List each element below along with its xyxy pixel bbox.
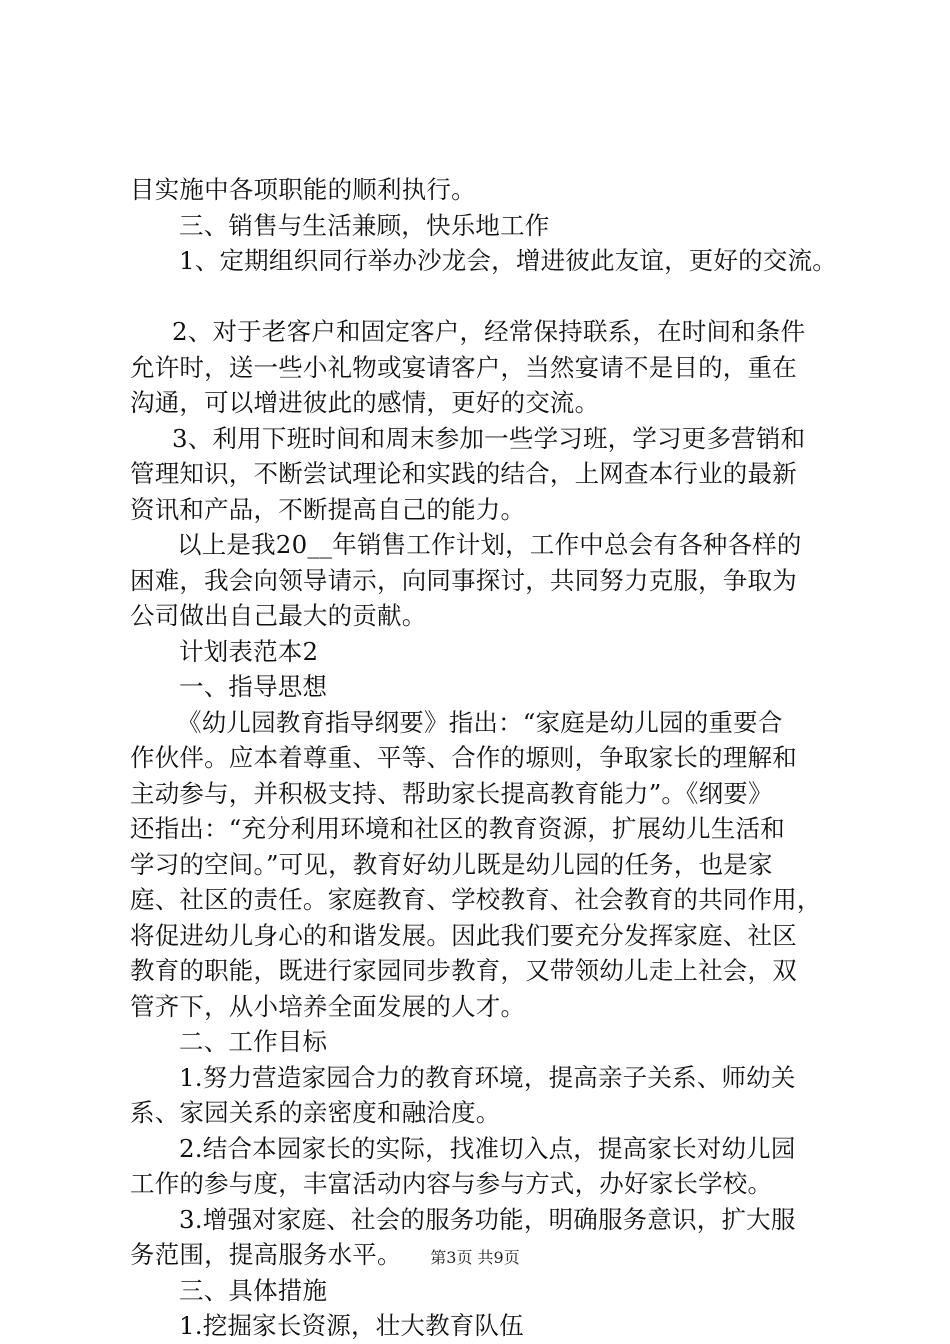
paragraph-line: 1.努力营造家园合力的教育环境，提高亲子关系、师幼关 [179, 1062, 796, 1092]
paragraph-line: 1、定期组织同行举办沙龙会，增进彼此友谊，更好的交流。 [179, 246, 837, 275]
paragraph-line: 主动参与，并积极支持、帮助家长提高教育能力”。《纲要》 [130, 778, 773, 808]
paragraph-line: 资讯和产品，不断提高自己的能力。 [130, 494, 526, 524]
paragraph-line: 学习的空间。”可见，教育好幼儿既是幼儿园的任务，也是家 [130, 849, 773, 879]
paragraph-line: 作伙伴。应本着尊重、平等、合作的塬则，争取家长的理解和 [130, 743, 797, 772]
paragraph-line: 3.增强对家庭、社会的服务功能，明确服务意识，扩大服 [179, 1204, 796, 1234]
paragraph-line: 将促进幼儿身心的和谐发展。因此我们要充分发挥家庭、社区 [130, 920, 797, 950]
section-heading: 三、具体措施 [179, 1275, 328, 1305]
paragraph-line: 目实施中各项职能的顺利执行。 [130, 175, 476, 204]
page-number-footer: 第3页 共9页 [430, 1248, 520, 1267]
paragraph-line: 还指出：“充分利用环境和社区的教育资源，扩展幼儿生活和 [130, 814, 785, 843]
paragraph-line: 务范围，提高服务水平。 [130, 1240, 402, 1269]
section-heading: 一、指导思想 [179, 672, 328, 701]
paragraph-line: 公司做出自己最大的贡献。 [130, 601, 427, 630]
paragraph-line: 教育的职能，既进行家园同步教育，又带领幼儿走上社会，双 [130, 956, 797, 985]
section-heading: 三、销售与生活兼顾，快乐地工作 [179, 210, 550, 240]
section-heading: 计划表范本2 [179, 636, 319, 666]
paragraph-line: 系、家园关系的亲密度和融洽度。 [130, 1098, 501, 1127]
paragraph-line: 工作的参与度，丰富活动内容与参与方式，办好家长学校。 [130, 1169, 773, 1198]
paragraph-line: 允许时，送一些小礼物或宴请客户，当然宴请不是目的，重在 [130, 352, 797, 382]
paragraph-line: 2.结合本园家长的实际，找准切入点，提高家长对幼儿园 [179, 1133, 796, 1163]
paragraph-line: 1.挖掘家长资源，壮大教育队伍 [179, 1311, 524, 1340]
paragraph-line: 管理知识，不断尝试理论和实践的结合，上网查本行业的最新 [130, 459, 797, 488]
document-body [130, 172, 842, 1344]
paragraph-line: 困难，我会向领导请示，向同事探讨，共同努力克服，争取为 [130, 565, 797, 595]
blank-line [130, 279, 842, 315]
paragraph-line: 2、对于老客户和固定客户，经常保持联系，在时间和条件 [172, 317, 806, 346]
paragraph-line: 沟通，可以增进彼此的感情，更好的交流。 [130, 388, 600, 417]
paragraph-line: 《幼儿园教育指导纲要》指出：“家庭是幼儿园的重要合 [177, 707, 783, 737]
paragraph-line: 3、利用下班时间和周末参加一些学习班，学习更多营销和 [172, 423, 806, 453]
paragraph-line: 以上是我20__年销售工作计划，工作中总会有各种各样的 [177, 530, 802, 559]
paragraph-line: 管齐下，从小培养全面发展的人才。 [130, 991, 526, 1021]
section-heading: 二、工作目标 [179, 1027, 328, 1056]
paragraph-line: 庭、社区的责任。家庭教育、学校教育、社会教育的共同作用， [130, 885, 822, 914]
